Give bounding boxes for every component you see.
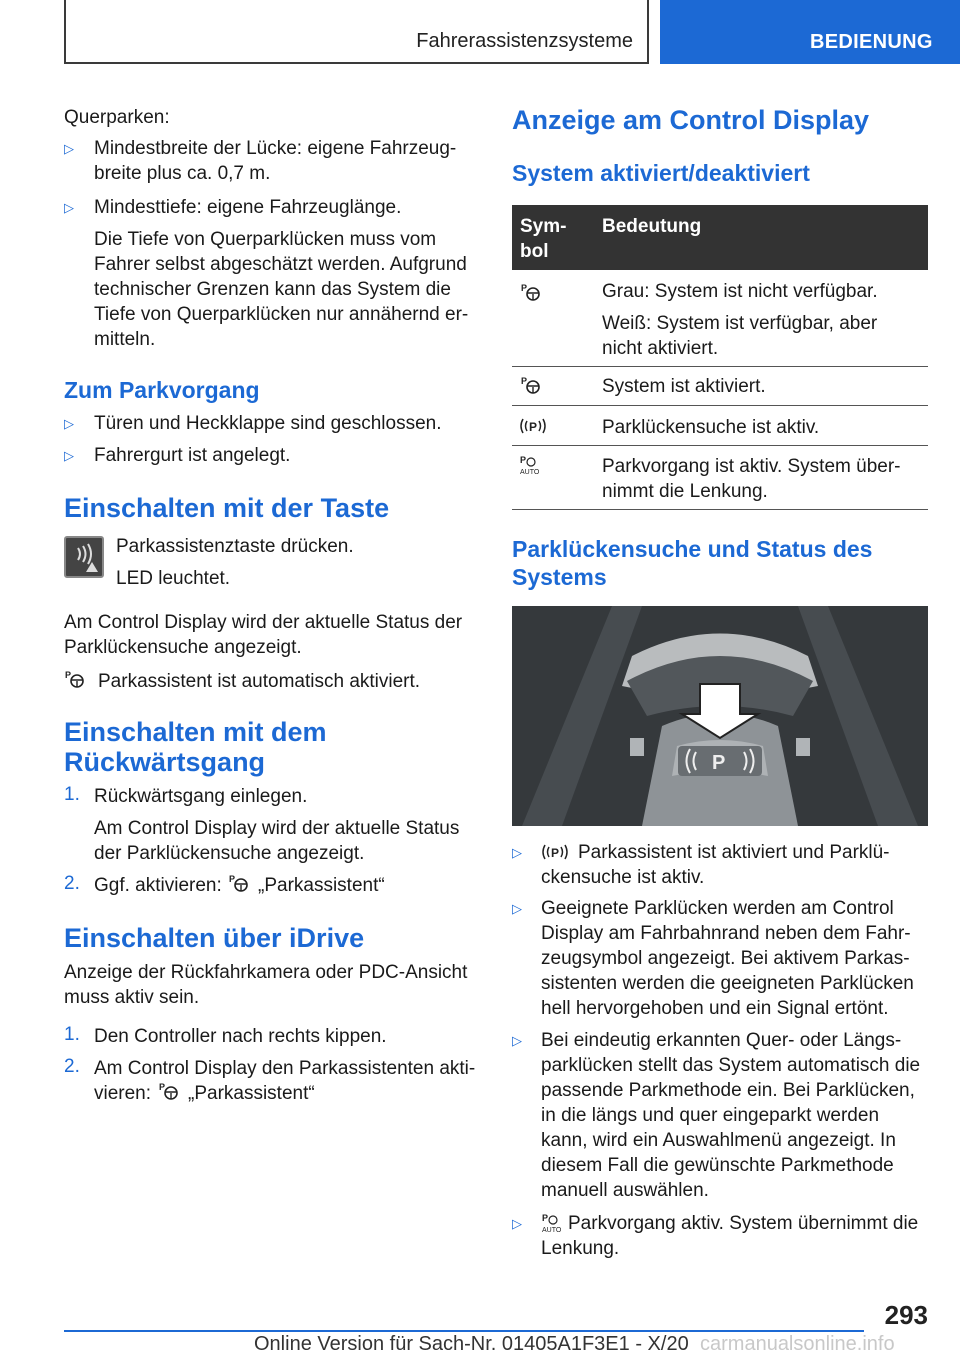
- status-bullet-2-line-2: Display am Fahrbahnrand neben dem Fahr‐: [541, 923, 911, 944]
- taste-step-1: Parkassistenztaste drücken.: [116, 536, 354, 557]
- step-number: 1.: [64, 1024, 80, 1045]
- status-bullet-3-line-5: kann, wird ein Auswahlmenü angezeigt. In: [541, 1130, 896, 1151]
- heading-zum-parkvorgang: Zum Parkvorgang: [64, 377, 260, 403]
- footer-rule: [64, 1330, 864, 1332]
- bullet-icon: ▷: [512, 1216, 522, 1231]
- idrive-step-2-label: „Parkassistent“: [188, 1083, 315, 1104]
- watermark: carmanualsonline.info: [700, 1333, 895, 1355]
- park-assist-icon: [228, 873, 250, 893]
- bullet-icon: ▷: [64, 141, 74, 156]
- park-auto-icon: [518, 454, 544, 476]
- querparken-bullet-1-line-1: Mindestbreite der Lücke: eigene Fahrzeug‐: [94, 138, 457, 159]
- row2-status: System ist aktiviert.: [602, 376, 766, 397]
- step-number: 1.: [64, 784, 80, 805]
- bullet-icon: ▷: [512, 845, 522, 860]
- svg-text:P: P: [542, 1213, 549, 1223]
- heading-einschalten-taste: Einschalten mit der Taste: [64, 493, 390, 523]
- park-assist-icon: [158, 1081, 180, 1101]
- bullet-icon: ▷: [64, 416, 74, 431]
- page-number: 293: [884, 1300, 928, 1330]
- rueck-step-1: Rückwärtsgang einlegen.: [94, 786, 308, 807]
- row3-status: Parklückensuche ist aktiv.: [602, 417, 820, 438]
- taste-para-line-2: Parklückensuche angezeigt.: [64, 637, 302, 658]
- taste-para-line-1: Am Control Display wird der aktuelle Status der: [64, 612, 463, 633]
- heading-suche-line-1: Parklückensuche und Status des: [512, 536, 873, 562]
- rueck-step-1-note-1: Am Control Display wird der aktuelle Status: [94, 818, 460, 839]
- park-assist-icon: [64, 669, 86, 689]
- idrive-step-2-line-1: Am Control Display den Parkassistenten akti‐: [94, 1058, 476, 1079]
- bullet-icon: ▷: [512, 1033, 522, 1048]
- svg-text:AUTO: AUTO: [542, 1227, 562, 1234]
- svg-text:P: P: [712, 752, 726, 774]
- table-header-symbol-2: bol: [520, 241, 549, 262]
- header-section-title: Fahrerassistenzsysteme: [416, 30, 633, 52]
- svg-text:P: P: [529, 420, 538, 434]
- idrive-para-line-2: muss aktiv sein.: [64, 987, 200, 1008]
- svg-text:P: P: [521, 376, 528, 386]
- rueck-step-2-label: „Parkassistent“: [258, 875, 385, 896]
- heading-rueckwaerts-line-1: Einschalten mit dem: [64, 717, 327, 747]
- querparken-note-line-1: Die Tiefe von Querparklücken muss vom: [94, 229, 437, 250]
- status-bullet-2-line-4: sistenten werden die geeigneten Parklücken: [541, 973, 914, 994]
- footer-online-version: Online Version für Sach-Nr. 01405A1F3E1 - X/20: [254, 1333, 689, 1355]
- status-bullet-2-line-3: zeugsymbol angezeigt. Bei aktivem Parkas‐: [541, 948, 910, 969]
- status-bullet-1-line-1: Parkassistent ist aktiviert und Parklü‐: [578, 842, 890, 863]
- header-section-box: [64, 0, 649, 64]
- idrive-step-2-text: vieren:: [94, 1083, 152, 1104]
- step-number: 2.: [64, 873, 80, 894]
- row1-white-status-2: nicht aktiviert.: [602, 338, 719, 359]
- svg-text:P: P: [520, 455, 527, 465]
- bullet-icon: ▷: [512, 901, 522, 916]
- status-bullet-3-line-3: passende Parkmethode ein. Bei Parklücken,: [541, 1080, 915, 1101]
- row1-white-status-1: Weiß: System ist verfügbar, aber: [602, 313, 878, 334]
- park-assist-active-icon: [520, 375, 542, 395]
- status-bullet-4-line-1: Parkvorgang aktiv. System übernimmt die: [568, 1213, 919, 1234]
- svg-text:P: P: [551, 846, 560, 860]
- table-header-symbol-1: Sym‐: [520, 216, 567, 237]
- heading-anzeige: Anzeige am Control Display: [512, 105, 870, 135]
- querparken-note-line-4: Tiefe von Querparklücken nur annähernd er‐: [94, 304, 469, 325]
- rueck-step-1-note-2: der Parklückensuche angezeigt.: [94, 843, 365, 864]
- querparken-bullet-1-line-2: breite plus ca. 0,7 m.: [94, 163, 271, 184]
- parking-assist-illustration: [512, 606, 928, 826]
- heading-system-status: System aktiviert/deaktiviert: [512, 160, 810, 186]
- status-bullet-3-line-7: manuell auswählen.: [541, 1180, 709, 1201]
- idrive-para-line-1: Anzeige der Rückfahrkamera oder PDC-Ansicht: [64, 962, 468, 983]
- header-chapter-tab: [660, 0, 960, 64]
- row4-status-2: nimmt die Lenkung.: [602, 481, 768, 502]
- status-bullet-1-line-2: ckensuche ist aktiv.: [541, 867, 705, 888]
- heading-einschalten-idrive: Einschalten über iDrive: [64, 923, 365, 953]
- row4-status-1: Parkvorgang ist aktiv. System über‐: [602, 456, 901, 477]
- querparken-note-line-5: mitteln.: [94, 329, 156, 350]
- taste-auto-text: Parkassistent ist automatisch aktiviert.: [98, 671, 421, 692]
- step-number: 2.: [64, 1056, 80, 1077]
- zum-bullet-2: Fahrergurt ist angelegt.: [94, 445, 291, 466]
- status-bullet-3-line-1: Bei eindeutig erkannten Quer- oder Längs‐: [541, 1030, 902, 1051]
- heading-rueckwaerts-line-2: Rückwärtsgang: [64, 747, 266, 777]
- taste-step-2: LED leuchtet.: [116, 568, 231, 589]
- parking-space-search-icon: [540, 842, 570, 862]
- svg-text:P: P: [65, 670, 72, 680]
- heading-suche-line-2: Systems: [512, 564, 607, 590]
- querparken-note-line-2: Fahrer selbst abgeschätzt werden. Aufgrund: [94, 254, 467, 275]
- status-bullet-3-line-2: parklücken stellt das System automatisch die: [541, 1055, 921, 1076]
- status-bullet-3-line-6: diesem Fall die gewünschte Parkmethode: [541, 1155, 894, 1176]
- svg-text:AUTO: AUTO: [520, 469, 540, 476]
- zum-bullet-1: Türen und Heckklappe sind geschlossen.: [94, 413, 442, 434]
- bullet-icon: ▷: [64, 200, 74, 215]
- svg-text:P: P: [521, 283, 528, 293]
- table-header-meaning: Bedeutung: [602, 216, 702, 237]
- querparken-note-line-3: technischer Grenzen kann das System die: [94, 279, 451, 300]
- svg-text:P: P: [159, 1082, 166, 1092]
- idrive-step-1: Den Controller nach rechts kippen.: [94, 1026, 387, 1047]
- row1-gray-status: Grau: System ist nicht verfügbar.: [602, 281, 878, 302]
- park-assist-button-icon: [64, 536, 104, 578]
- status-bullet-2-line-5: hell hervorgehoben und ein Signal ertönt.: [541, 998, 889, 1019]
- querparken-bullet-2: Mindesttiefe: eigene Fahrzeuglänge.: [94, 197, 402, 218]
- table-header: [512, 205, 928, 270]
- parking-space-search-icon: [518, 416, 548, 436]
- querparken-label: Querparken:: [64, 107, 170, 128]
- status-bullet-3-line-4: in die längs und quer eingeparkt werden: [541, 1105, 880, 1126]
- park-assist-icon: [520, 282, 542, 302]
- status-bullet-2-line-1: Geeignete Parklücken werden am Control: [541, 898, 894, 919]
- bullet-icon: ▷: [64, 448, 74, 463]
- header-chapter-title: BEDIENUNG: [810, 31, 933, 53]
- park-auto-icon: [540, 1212, 566, 1234]
- svg-text:P: P: [229, 874, 236, 884]
- status-bullet-4-line-2: Lenkung.: [541, 1238, 620, 1259]
- rueck-step-2-text: Ggf. aktivieren:: [94, 875, 222, 896]
